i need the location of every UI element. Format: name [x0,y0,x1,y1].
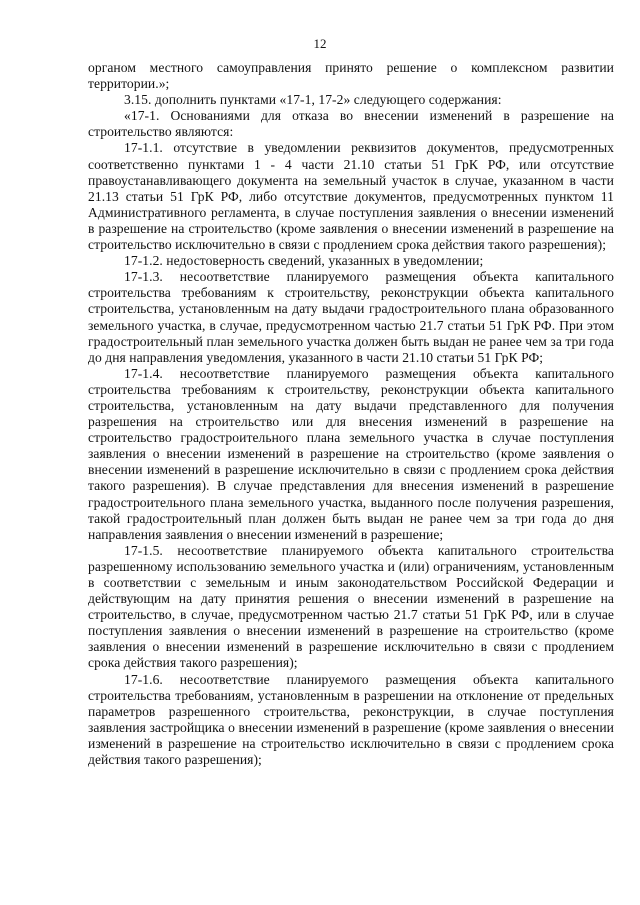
paragraph-17-1-3: 17-1.3. несоответствие планируемого размещения объекта капитального строительства требованиям к строительству, реконструкции объекта капитального строительства, установленным на дату выдачи градостроительного плана образованного земельного участка, в случае, предусмотренном частью 21.7 статьи 51 ГрК РФ. При этом градостроительный план земельного участка должен быть выдан не ранее чем за три года до дня направления уведомления, указанного в части 21.10 статьи 51 ГрК РФ; [88,269,614,365]
paragraph-17-1-2: 17-1.2. недостоверность сведений, указанных в уведомлении; [124,253,484,269]
paragraph-17-1-6: 17-1.6. несоответствие планируемого размещения объекта капитального строительства требованиям, установленным в разрешении на отклонение от предельных параметров разрешенного строительства, реконструкции, в случае поступления заявления застройщика о внесении изменений в разрешение (кроме заявления о внесении изменений в разрешение на строительство исключительно в связи с продлением срока действия такого разрешения); [88,671,614,768]
page-number: 12 [313,36,327,51]
paragraph-17-1-5: 17-1.5. несоответствие планируемого объекта капитального строительства разрешенному использованию земельного участка и (или) ограничениям, установленным в соответствии с земельным и иным законодательством Российской Федерации и действующим на дату принятия решения о внесении изменений в разрешение на строительство, в случае, предусмотренном частью 21.7 статьи 51 ГрК РФ, или в случае поступления заявления о внесении изменений в разрешение на строительство (кроме заявления о внесении изменений в разрешение исключительно в связи с продлением срока действия такого разрешения); [88,542,614,671]
paragraph-continuation: органом местного самоуправления принято решение о комплексном развитии территории.»; [88,60,614,92]
paragraph-17-1-4: 17-1.4. несоответствие планируемого размещения объекта капитального строительства требованиям к строительству, реконструкции объекта капитального строительства, установленным на дату выдачи представленного для получения разрешения на строительство или для внесения изменений в разрешение на строительство градостроительного плана земельного участка в случае поступления заявления о внесении изменений в разрешение на строительство (кроме заявления о внесении изменений в разрешение исключительно в связи с продлением срока действия такого разрешения). В случае представления для внесения изменений в разрешение градостроительного плана земельного участка, выданного после получения разрешения, такой градостроительный план должен быть выдан не ранее чем за три года до дня направления заявления о внесении изменений в разрешение; [88,365,614,542]
document-body [88,60,614,768]
paragraph-17-1-1: 17-1.1. отсутствие в уведомлении реквизитов документов, предусмотренных соответственно пунктами 1 - 4 части 21.10 статьи 51 ГрК РФ, или отсутствие правоустанавливающего документа на земельный участок в случае, указанном в части 21.13 статьи 51 ГрК РФ, либо отсутствие документов, предусмотренных пунктом 11 Административного регламента, в случае поступления заявления о внесении изменений в разрешение на строительство (кроме заявления о внесении изменений в разрешение на строительство исключительно в связи с продлением срока действия такого разрешения); [88,140,614,253]
paragraph-17-1: «17-1. Основаниями для отказа во внесении изменений в разрешение на строительство являются: [88,108,614,140]
paragraph-3-15: 3.15. дополнить пунктами «17-1, 17-2» следующего содержания: [124,92,502,108]
